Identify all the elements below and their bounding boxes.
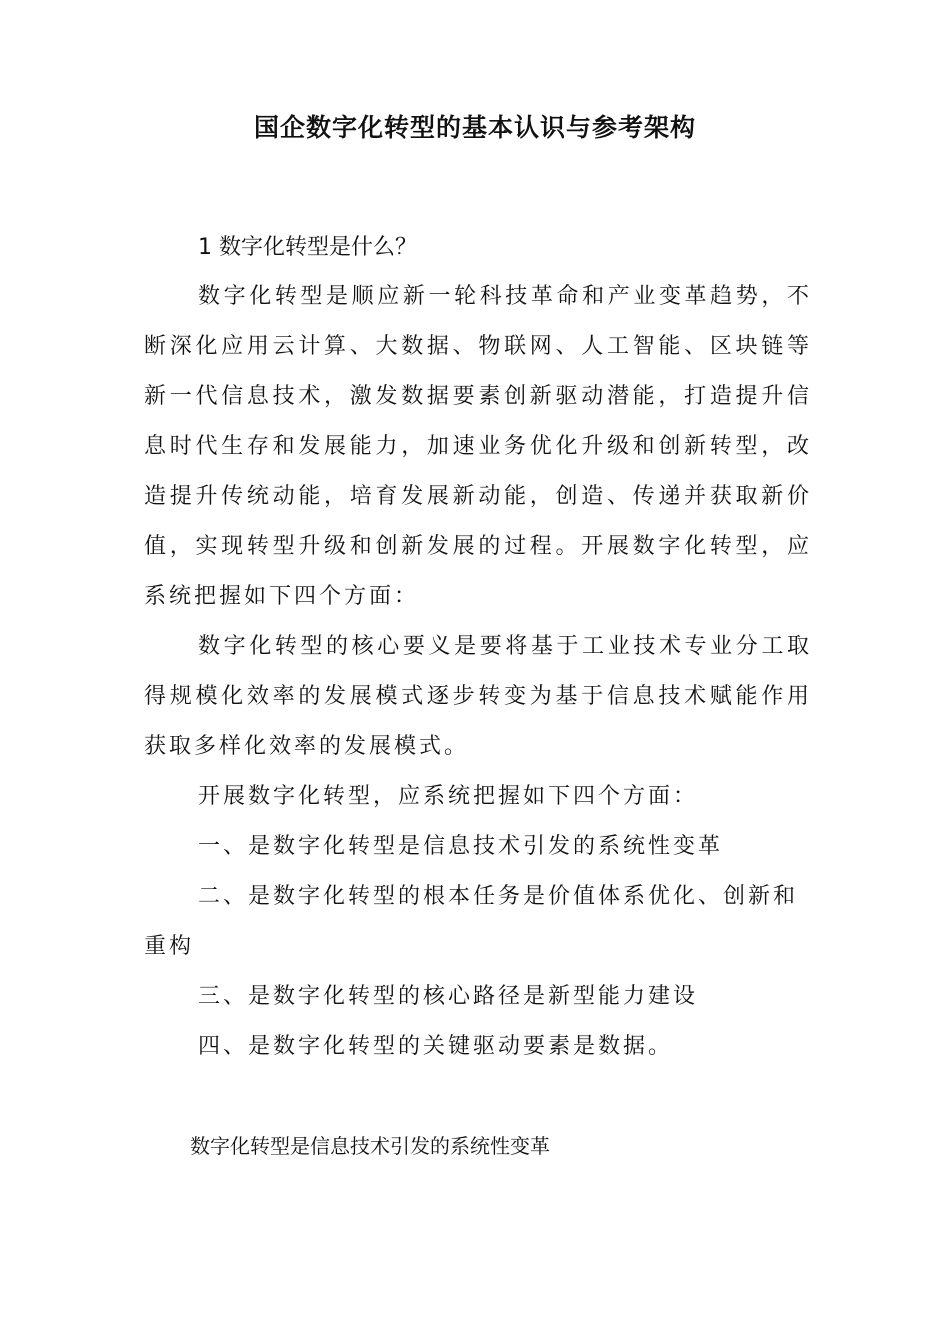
paragraph-four-aspects-intro: 开展数字化转型，应系统把握如下四个方面： <box>198 784 699 809</box>
list-item-aspect-4: 四、是数字化转型的关键驱动要素是数据。 <box>198 1034 674 1059</box>
document-body <box>144 272 812 1072</box>
document-title: 国企数字化转型的基本认识与参考架构 <box>253 113 696 142</box>
paragraph-definition: 数字化转型是顺应新一轮科技革命和产业变革趋势，不断深化应用云计算、大数据、物联网、人工智能、区块链等新一代信息技术，激发数据要素创新驱动潜能，打造提升信息时代生存和发展能力，加速业务优化升级和创新转型，改造提升传统动能，培育发展新动能，创造、传递并获取新价值，实现转型升级和创新发展的过程。开展数字化转型，应系统把握如下四个方面： <box>144 284 812 609</box>
list-item-aspect-1: 一、是数字化转型是信息技术引发的系统性变革 <box>198 834 724 859</box>
list-item-aspect-2: 二、是数字化转型的根本任务是价值体系优化、创新和重构 <box>144 884 799 959</box>
paragraph-core-meaning: 数字化转型的核心要义是要将基于工业技术专业分工取得规模化效率的发展模式逐步转变为基于信息技术赋能作用获取多样化效率的发展模式。 <box>144 634 812 759</box>
subsection-heading: 数字化转型是信息技术引发的系统性变革 <box>190 1134 550 1158</box>
list-item-aspect-3: 三、是数字化转型的核心路径是新型能力建设 <box>198 984 699 1009</box>
section-heading: 1 数字化转型是什么？ <box>198 235 417 260</box>
